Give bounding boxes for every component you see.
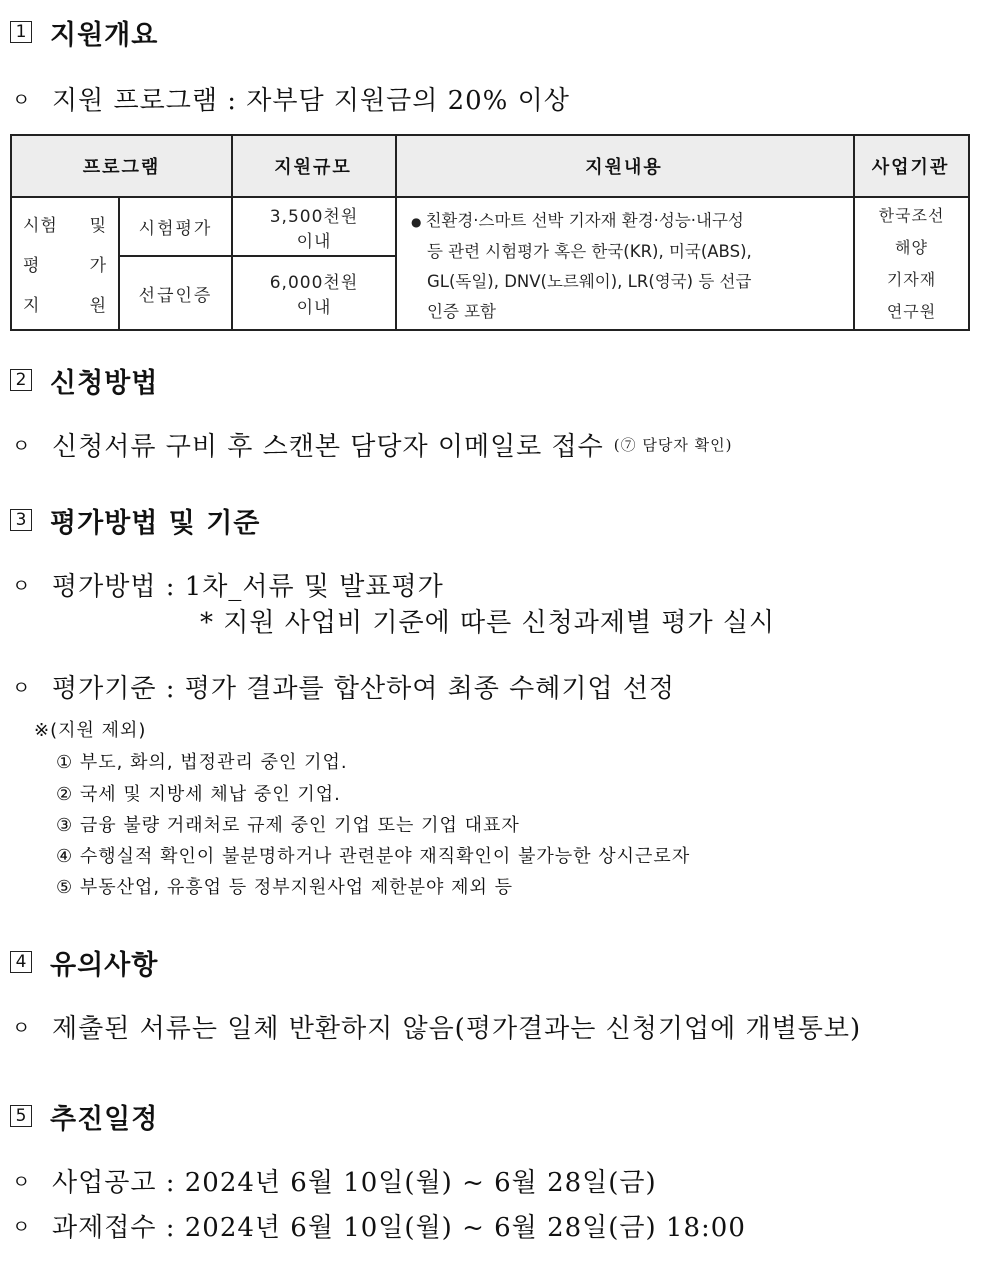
eval-method-text: 평가방법 : 1차_서류 및 발표평가 <box>52 571 444 602</box>
content-cell <box>397 198 851 329</box>
program-cell: 선급인증 <box>138 285 213 306</box>
overview-line <box>12 78 570 118</box>
header-program: 프로그램 <box>12 136 231 196</box>
notice-line <box>12 1006 861 1046</box>
section-number: 2 <box>10 369 32 391</box>
section-4-heading <box>10 942 158 982</box>
program-cell: 시험평가 <box>138 219 213 239</box>
group-label-line: 지 원 <box>23 295 107 316</box>
bullet-icon: ㅇ <box>12 434 32 457</box>
section-title: 신청방법 <box>50 367 159 399</box>
eval-method-sub: * 지원 사업비 기준에 따른 신청과제별 평가 실시 <box>200 608 776 638</box>
bullet-icon: ㅇ <box>12 88 32 111</box>
org-line: 기자재 <box>886 269 937 289</box>
section-number: 3 <box>10 509 32 531</box>
section-number: 4 <box>10 951 32 973</box>
program-table <box>10 134 970 331</box>
section-2-heading <box>10 360 158 400</box>
bullet-dot-icon: ● <box>411 215 422 229</box>
content-line <box>411 206 843 237</box>
section-3-heading <box>10 500 260 540</box>
section-title: 추진일정 <box>50 1103 159 1135</box>
eval-criteria-text: 평가기준 : 평가 결과를 합산하여 최종 수혜기업 선정 <box>52 673 676 704</box>
group-label-line: 시험 및 <box>23 216 107 237</box>
bullet-icon: ㅇ <box>12 1215 32 1238</box>
apply-text: 신청서류 구비 후 스캔본 담당자 이메일로 접수 <box>52 431 604 462</box>
section-title: 유의사항 <box>50 949 159 981</box>
apply-note: (⑦ 담당자 확인) <box>613 435 733 454</box>
scale-limit: 이내 <box>296 298 332 318</box>
group-label-line: 평 가 <box>23 255 107 276</box>
overview-text: 지원 프로그램 : 자부담 지원금의 20% 이상 <box>52 85 570 116</box>
section-1-heading <box>10 12 158 52</box>
section-number: 5 <box>10 1105 32 1127</box>
exclusion-item: ⑤ 부동산업, 유흥업 등 정부지원사업 제한분야 제외 등 <box>56 877 514 898</box>
exclusion-item: ① 부도, 화의, 법정관리 중인 기업. <box>56 752 348 773</box>
schedule-line <box>12 1160 657 1200</box>
content-line: 등 관련 시험평가 혹은 한국(KR), 미국(ABS), <box>427 242 752 261</box>
org-line: 한국조선 <box>878 205 945 225</box>
section-title: 평가방법 및 기준 <box>50 507 261 539</box>
notice-text: 제출된 서류는 일체 반환하지 않음(평가결과는 신청기업에 개별통보) <box>52 1013 862 1044</box>
org-line: 해양 <box>895 237 928 257</box>
header-scale: 지원규모 <box>231 136 395 196</box>
exclude-title: ※(지원 제외) <box>34 720 147 741</box>
schedule-text: 사업공고 : 2024년 6월 10일(월) ~ 6월 28일(금) <box>52 1167 657 1198</box>
header-content: 지원내용 <box>395 136 853 196</box>
bullet-icon: ㅇ <box>12 1016 32 1039</box>
schedule-text: 과제접수 : 2024년 6월 10일(월) ~ 6월 28일(금) 18:00 <box>52 1212 746 1243</box>
scale-amount: 3,500천원 <box>269 206 359 227</box>
eval-method-line <box>12 564 444 604</box>
scale-cell <box>233 198 395 255</box>
bullet-icon: ㅇ <box>12 1170 32 1193</box>
org-line: 연구원 <box>886 301 937 321</box>
exclusion-item: ② 국세 및 지방세 체납 중인 기업. <box>56 784 341 805</box>
section-5-heading <box>10 1096 158 1136</box>
org-cell <box>855 198 968 329</box>
content-line: GL(독일), DNV(노르웨이), LR(영국) 등 선급 <box>427 272 752 291</box>
exclusion-item: ④ 수행실적 확인이 불분명하거나 관련분야 재직확인이 불가능한 상시근로자 <box>56 846 691 867</box>
exclusion-item: ③ 금융 불량 거래처로 규제 중인 기업 또는 기업 대표자 <box>56 815 520 836</box>
bullet-icon: ㅇ <box>12 574 32 597</box>
group-label-cell <box>12 198 118 329</box>
scale-limit: 이내 <box>296 231 332 252</box>
scale-amount: 6,000천원 <box>269 273 359 293</box>
eval-criteria-line <box>12 666 675 706</box>
content-line: 인증 포함 <box>427 302 497 321</box>
content-text: 친환경·스마트 선박 기자재 환경·성능·내구성 <box>425 211 744 230</box>
header-org: 사업기관 <box>853 136 968 196</box>
apply-line <box>12 424 733 464</box>
section-title: 지원개요 <box>50 19 159 51</box>
scale-cell <box>233 257 395 329</box>
schedule-line <box>12 1205 746 1245</box>
section-number: 1 <box>10 21 32 43</box>
bullet-icon: ㅇ <box>12 676 32 699</box>
